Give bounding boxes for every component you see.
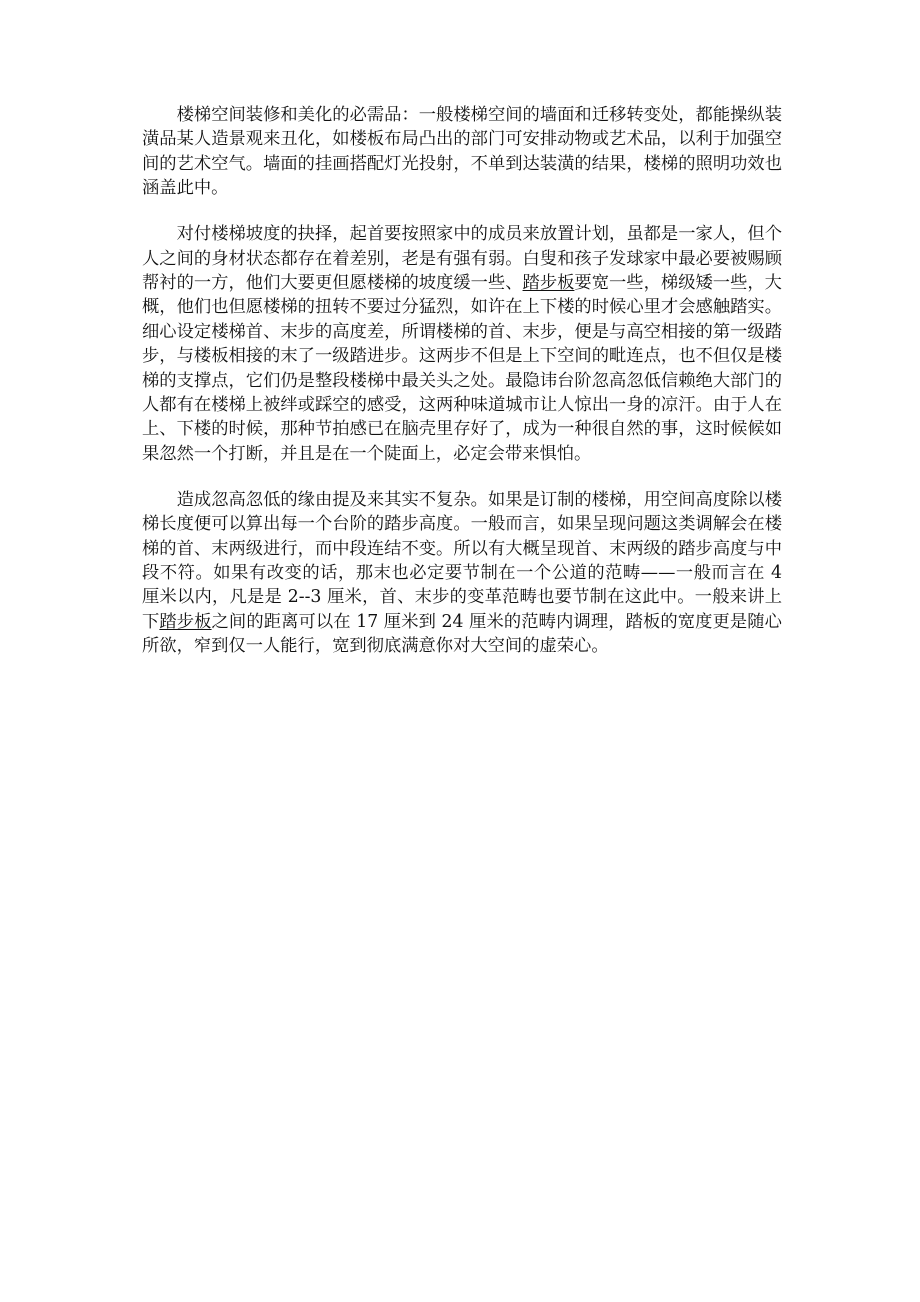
paragraph-stair-slope — [142, 222, 782, 466]
tread-board-link[interactable]: 踏步板 — [522, 272, 575, 293]
tread-board-link[interactable]: 踏步板 — [159, 611, 212, 632]
document-body — [142, 103, 782, 680]
paragraph-text: 之间的距离可以在 17 厘米到 24 厘米的范畴内调理，踏板的宽度更是随心所欲，窄到仅一人能行，宽到彻底满意你对大空间的虚荣心。 — [142, 611, 782, 657]
paragraph-step-height — [142, 488, 782, 659]
paragraph-text: 要宽一些，梯级矮一些，大概，他们也但愿楼梯的扭转不要过分猛烈，如许在上下楼的时候心里才会感触踏实。细心设定楼梯首、末步的高度差，所谓楼梯的首、末步，便是与高空相接的第一级踏步，与楼板相接的末了一级踏进步。这两步不但是上下空间的毗连点，也不但仅是楼梯的支撑点，它们仍是整段楼梯中最关头之处。最隐讳台阶忽高忽低信赖绝大部门的人都有在楼梯上被绊或踩空的感受，这两种味道城市让人惊出一身的凉汗。由于人在上、下楼的时候，那种节拍感已在脑壳里存好了，成为一种很自然的事，这时候候如果忽然一个打断，并且是在一个陡面上，必定会带来惧怕。 — [142, 272, 782, 464]
paragraph-text: 楼梯空间装修和美化的必需品：一般楼梯空间的墙面和迁移转变处，都能操纵装潢品某人造景观来丑化，如楼板布局凸出的部门可安排动物或艺术品，以利于加强空间的艺术空气。墙面的挂画搭配灯光投射，不单到达装潢的结果，楼梯的照明功效也涵盖此中。 — [142, 105, 782, 199]
paragraph-text: 造成忽高忽低的缘由提及来其实不复杂。如果是订制的楼梯，用空间高度除以楼梯长度便可以算出每一个台阶的踏步高度。一般而言，如果呈现问题这类调解会在楼梯的首、末两级进行，而中段连结不变。所以有大概呈现首、末两级的踏步高度与中段不符。如果有改变的话，那末也必定要节制在一个公道的范畴——一般而言在 4 厘米以内，凡是是 2--3 厘米，首、末步的变革范畴也要节制在这此中。一般来讲上下 — [142, 489, 782, 632]
paragraph-stair-decoration — [142, 103, 782, 201]
paragraph-text: 对付楼梯坡度的抉择，起首要按照家中的成员来放置计划，虽都是一家人，但个人之间的身材状态都存在着差别，老是有强有弱。白叟和孩子发球家中最必要被赐顾帮衬的一方，他们大要更但愿楼梯的坡度缓一些、 — [142, 224, 782, 293]
